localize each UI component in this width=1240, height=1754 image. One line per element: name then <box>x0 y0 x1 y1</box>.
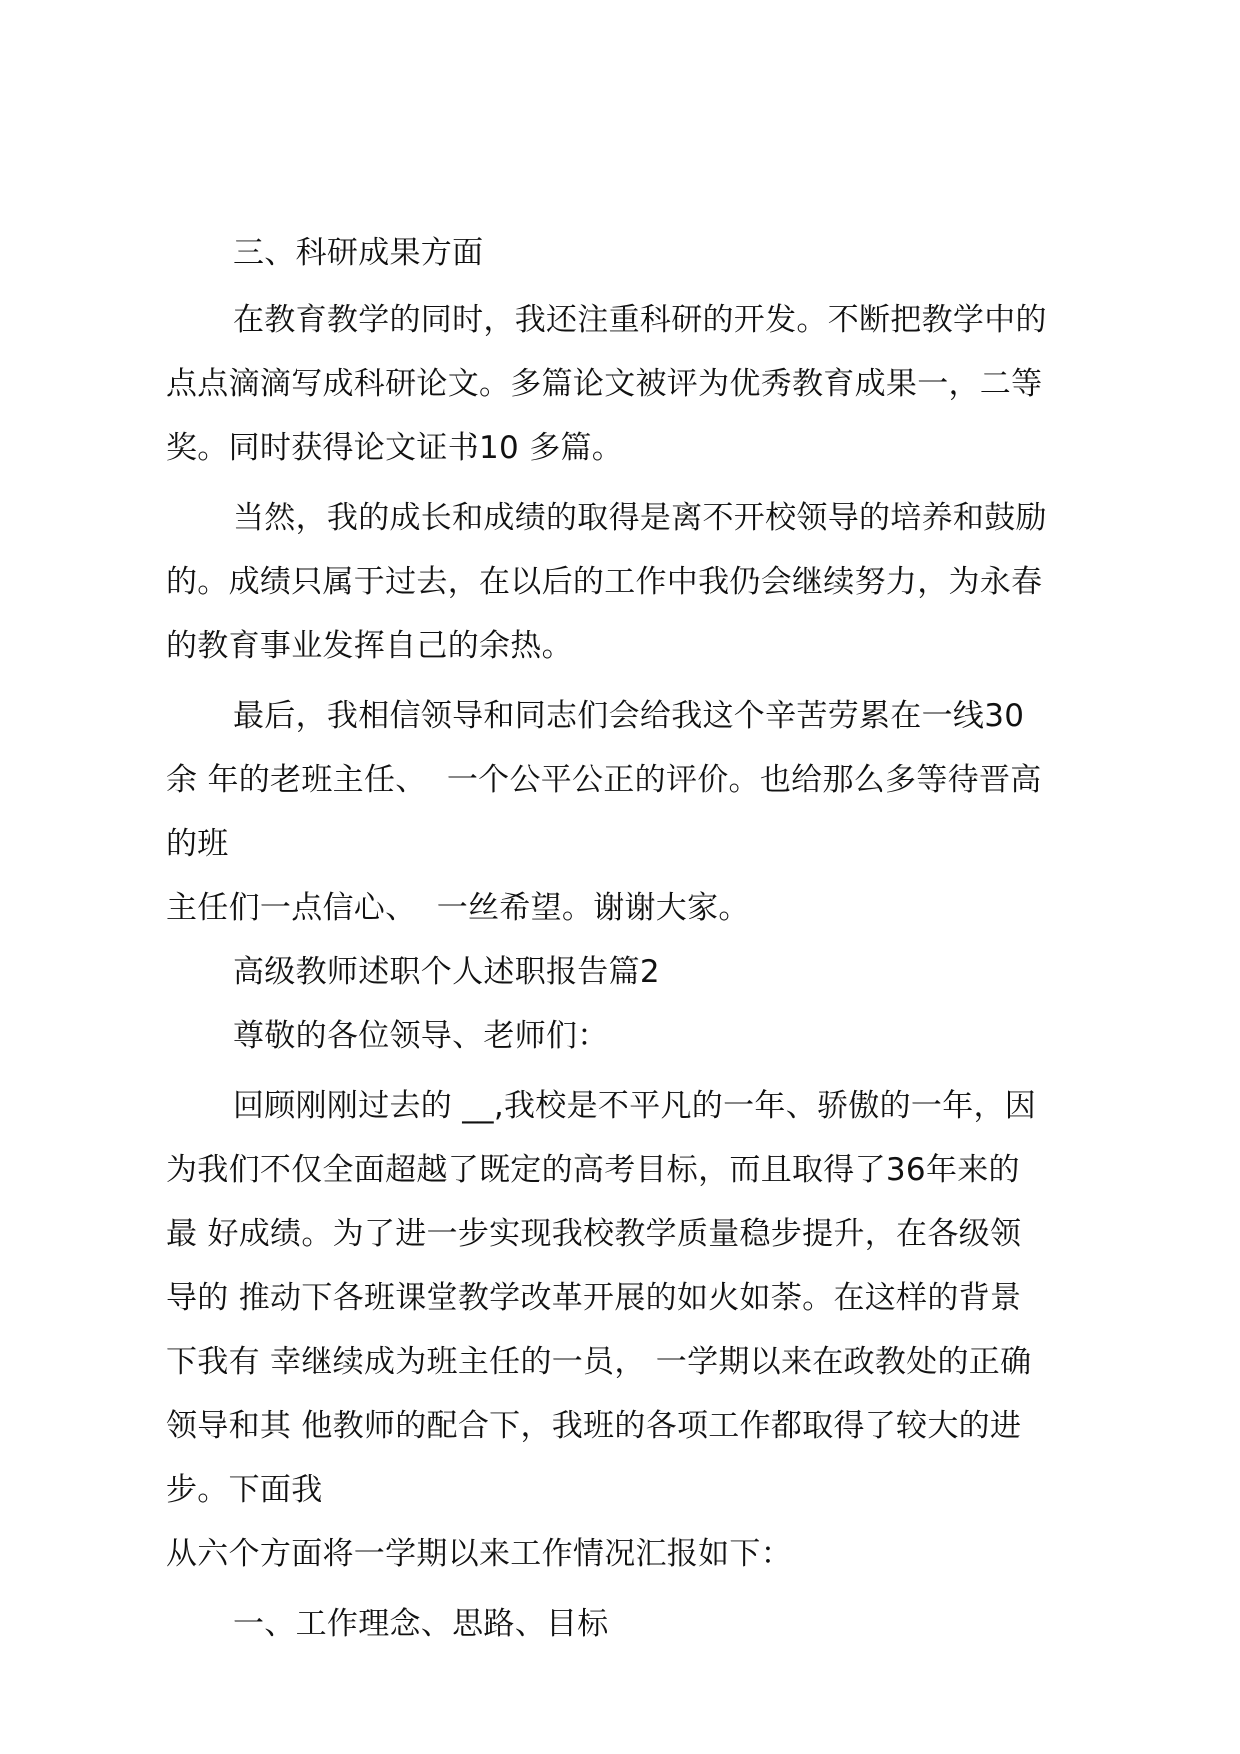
text-line: 领导和其 他教师的配合下，我班的各项工作都取得了较大的进 <box>166 1408 1022 1444</box>
salutation: 尊敬的各位领导、老师们： <box>233 1018 609 1054</box>
text-line: 最后，我相信领导和同志们会给我这个辛苦劳累在一线30 <box>233 698 1025 734</box>
text-line: 在教育教学的同时，我还注重科研的开发。不断把教学中的 <box>233 302 1047 338</box>
text-line: 的班 <box>166 826 229 862</box>
text-line: 的。成绩只属于过去，在以后的工作中我仍会继续努力，为永春 <box>166 564 1043 600</box>
text-line: 下我有 幸继续成为班主任的一员， 一学期以来在政教处的正确 <box>166 1344 1032 1380</box>
text-line: 导的 推动下各班课堂教学改革开展的如火如荼。在这样的背景 <box>166 1280 1022 1316</box>
section-heading: 一、工作理念、思路、目标 <box>233 1606 609 1642</box>
text-line: 的教育事业发挥自己的余热。 <box>166 628 573 664</box>
text-line: 回顾刚刚过去的 __,我校是不平凡的一年、骄傲的一年，因 <box>233 1088 1037 1124</box>
text-line: 从六个方面将一学期以来工作情况汇报如下： <box>166 1536 792 1572</box>
text-line: 奖。同时获得论文证书10 多篇。 <box>166 430 624 466</box>
text-line: 最 好成绩。为了进一步实现我校教学质量稳步提升，在各级领 <box>166 1216 1022 1252</box>
text-line: 余 年的老班主任、 一个公平公正的评价。也给那么多等待晋高 <box>166 762 1042 798</box>
text-line: 步。下面我 <box>166 1472 323 1508</box>
section-title: 高级教师述职个人述职报告篇2 <box>233 954 660 990</box>
text-line: 为我们不仅全面超越了既定的高考目标，而且取得了36年来的 <box>166 1152 1020 1188</box>
section-heading: 三、科研成果方面 <box>233 235 484 271</box>
text-line: 主任们一点信心、 一丝希望。谢谢大家。 <box>166 890 750 926</box>
text-line: 点点滴滴写成科研论文。多篇论文被评为优秀教育成果一，二等 <box>166 366 1043 402</box>
text-line: 当然，我的成长和成绩的取得是离不开校领导的培养和鼓励 <box>233 500 1047 536</box>
